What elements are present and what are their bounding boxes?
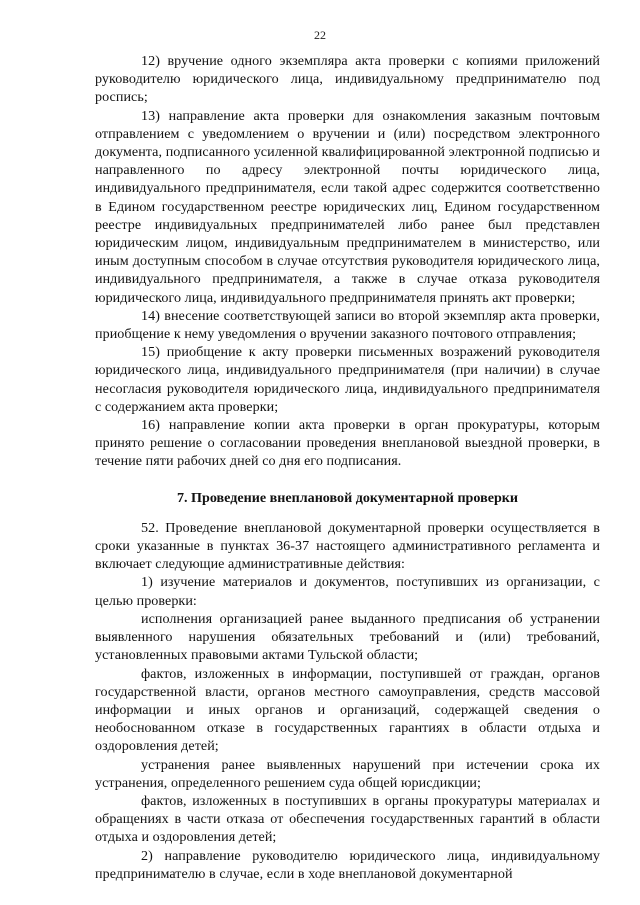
section-heading: 7. Проведение внеплановой документарной проверки [176, 489, 519, 506]
check-item-facts-citizens: фактов, изложенных в информации, поступившей от граждан, органов государственной власти, органов местного самоуправления, средств массовой информации и иных органов и организаций, содержащей сведения о необоснованном отказе в государственных гарантиях в области отдыха и оздоровления детей; [95, 665, 600, 755]
page-number: 22 [314, 28, 326, 42]
clause-52: 52. Проведение внеплановой документарной проверки осуществляется в сроки указанные в пунктах 36-37 настоящего административного регламента и включает следующие административные действия: [95, 519, 600, 573]
list-item-12: 12) вручение одного экземпляра акта проверки с копиями приложений руководителю юридического лица, индивидуальному предпринимателю под роспись; [95, 53, 600, 106]
action-1: 1) изучение материалов и документов, поступивших из организации, с целью проверки: [95, 574, 600, 609]
check-item-prosecution-facts: фактов, изложенных в поступивших в органы прокуратуры материалах и обращениях в части отказа от обеспечения государственных гарантий в области отдыха и оздоровления детей; [95, 792, 600, 846]
list-item-16: 16) направление копии акта проверки в орган прокуратуры, которым принято решение о согласовании проведения внеплановой выездной проверки, в течение пяти рабочих дней со дня его подписания. [95, 417, 600, 470]
list-item-15: 15) приобщение к акту проверки письменных возражений руководителя юридического лица, индивидуального предпринимателя (при наличии) в случае несогласия руководителя юридического лица, индивидуального предпринимателя с содержанием акта проверки; [95, 344, 600, 415]
list-item-14: 14) внесение соответствующей записи во второй экземпляр акта проверки, приобщение к нему уведомления о вручении заказного почтового отправления; [95, 307, 600, 343]
document-body [95, 52, 600, 883]
check-item-court-violations: устранения ранее выявленных нарушений при истечении срока их устранения, определенного решением суда общей юрисдикции; [95, 756, 600, 791]
check-item-prescription: исполнения организацией ранее выданного предписания об устранении выявленного нарушения обязательных требований и (или) требований, установленных правовыми актами Тульской области; [95, 610, 600, 664]
action-2: 2) направление руководителю юридического лица, индивидуальному предпринимателю в случае, если в ходе внеплановой документарной [95, 847, 600, 882]
list-item-13: 13) направление акта проверки для ознакомления заказным почтовым отправлением с уведомлением о вручении и (или) посредством электронного документа, подписанного усиленной квалифицированной электронной подписью и направленного по адресу электронной почты юридического лица, индивидуального предпринимателя, если такой адрес содержится соответственно в Едином государственном реестре юридических лиц, Едином государственном реестре индивидуальных предпринимателей либо ранее был представлен юридическим лицом, индивидуальным предпринимателем в министерство, или иным доступным способом в случае отсутствия руководителя юридического лица, индивидуального предпринимателя, а также в случае отказа руководителя юридического лица, индивидуального предпринимателя принять акт проверки; [95, 107, 600, 306]
